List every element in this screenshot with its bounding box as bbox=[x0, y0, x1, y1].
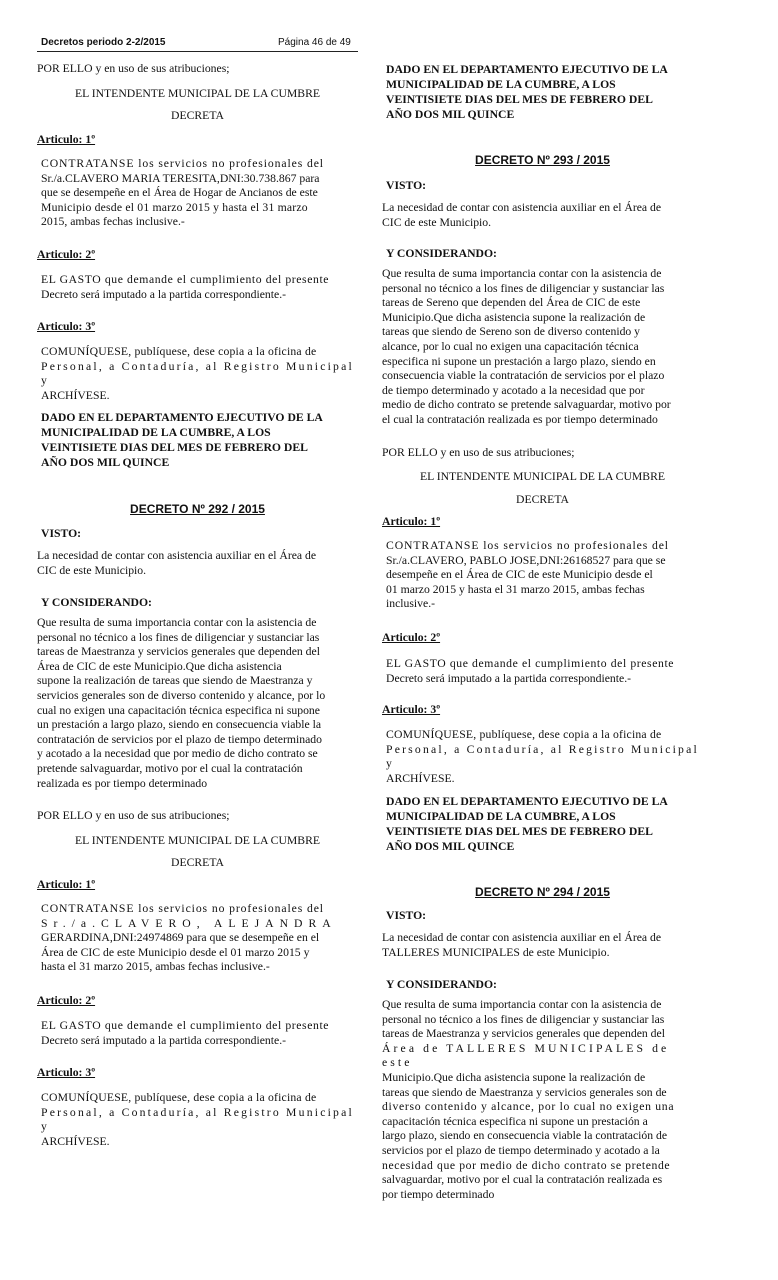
article-3-heading: Articulo: 3º bbox=[37, 320, 96, 333]
header-title: Decretos periodo 2-2/2015 bbox=[41, 37, 166, 48]
considerando-text-right: Que resulta de suma importancia contar con la asistencia de personal no técnico a los fines de diligenciar y sustanciar las tareas de Sereno que dependen del Área de CIC de este Municipio.Que dicha asistencia supone la realización de tareas que siendo de Sereno son de diverso contenido y alcance, por lo cual no exigen una capacitación técnica especifica ni supone un prestación a largo plazo, siendo en consecuencia viable la contratación de servicios por el plazo de tiempo determinado y acotado a la necesidad que por medio de dicho contrato se pretende salvaguardar, motivo por el cual la contratación realizada es por tiempo determinado bbox=[382, 267, 671, 426]
dado-block-right-2: DADO EN EL DEPARTAMENTO EJECUTIVO DE LA MUNICIPALIDAD DE LA CUMBRE, A LOS VEINTISIETE DIAS DEL MES DE FEBRERO DEL AÑO DOS MIL QUINCE bbox=[386, 795, 668, 853]
dado-block: DADO EN EL DEPARTAMENTO EJECUTIVO DE LA MUNICIPALIDAD DE LA CUMBRE, A LOS VEINTISIETE DIAS DEL MES DE FEBRERO DEL AÑO DOS MIL QUINCE bbox=[41, 411, 323, 469]
considerando-label-right-2: Y CONSIDERANDO: bbox=[386, 978, 497, 991]
por-ello-line-right: POR ELLO y en uso de sus atribuciones; bbox=[382, 446, 575, 459]
article-3-text-right: COMUNÍQUESE, publíquese, dese copia a la oficina de Personal, a Contaduría, al Registro Municipal y ARCHÍVESE. bbox=[386, 728, 699, 785]
article-2-heading-right: Articulo: 2º bbox=[382, 631, 441, 644]
visto-text-right: La necesidad de contar con asistencia auxiliar en el Área de CIC de este Municipio. bbox=[382, 201, 662, 229]
visto-label: VISTO: bbox=[41, 527, 82, 540]
decree-293-title: DECRETO Nº 293 / 2015 bbox=[475, 153, 610, 167]
article-3-text: COMUNÍQUESE, publíquese, dese copia a la oficina de Personal, a Contaduría, al Registro Municipal y ARCHÍVESE. bbox=[41, 345, 354, 402]
visto-text: La necesidad de contar con asistencia auxiliar en el Área de CIC de este Municipio. bbox=[37, 549, 317, 577]
article-1-text: CONTRATANSE los servicios no profesionales del Sr./a.CLAVERO MARIA TERESITA,DNI:30.738.867 para que se desempeñe en el Área de Hogar de Ancianos de este Municipio desde el 01 marzo 2015 y hasta el 31 marzo 2015, ambas fechas inclusive.- bbox=[41, 157, 324, 229]
por-ello-line: POR ELLO y en uso de sus atribuciones; bbox=[37, 62, 230, 75]
article-2-text-2: EL GASTO que demande el cumplimiento del presente Decreto será imputado a la partida correspondiente.- bbox=[41, 1019, 330, 1047]
considerando-label-right: Y CONSIDERANDO: bbox=[386, 247, 497, 260]
article-1-text-right: CONTRATANSE los servicios no profesionales del Sr./a.CLAVERO, PABLO JOSE,DNI:26168527 para que se desempeñe en el Área de CIC de este Municipio desde el 01 marzo 2015 y hasta el 31 marzo 2015, ambas fechas inclusive.- bbox=[386, 539, 669, 611]
considerando-text: Que resulta de suma importancia contar con la asistencia de personal no técnico a los fines de diligenciar y sustanciar las tareas de Maestranza y servicios generales que dependen del Área de CIC de este Municipio.Que dicha asistencia supone la realización de tareas que siendo de Maestranza y servicios generales son de diverso contenido y alcance, por lo cual no exigen una capacitación técnica especifica ni supone un prestación a largo plazo, siendo en consecuencia viable la contratación de servicios por el plazo de tiempo determinado y acotado a la necesidad que por medio de dicho contrato se pretende salvaguardar, motivo por el cual la contratación realizada es por tiempo determinado bbox=[37, 616, 326, 790]
right-column bbox=[382, 0, 703, 1280]
decree-292-title: DECRETO Nº 292 / 2015 bbox=[130, 502, 265, 516]
article-1-heading-right: Articulo: 1º bbox=[382, 515, 441, 528]
article-3-text-2: COMUNÍQUESE, publíquese, dese copia a la oficina de Personal, a Contaduría, al Registro Municipal y ARCHÍVESE. bbox=[41, 1091, 354, 1148]
intendente-line-2: EL INTENDENTE MUNICIPAL DE LA CUMBRE bbox=[74, 834, 321, 847]
page-number: Página 46 de 49 bbox=[278, 37, 351, 48]
decreta-line-right: DECRETA bbox=[516, 493, 569, 506]
article-3-heading-2: Articulo: 3º bbox=[37, 1066, 96, 1079]
intendente-line: EL INTENDENTE MUNICIPAL DE LA CUMBRE bbox=[74, 87, 321, 100]
article-2-heading: Articulo: 2º bbox=[37, 248, 96, 261]
dado-block-right: DADO EN EL DEPARTAMENTO EJECUTIVO DE LA MUNICIPALIDAD DE LA CUMBRE, A LOS VEINTISIETE DIAS DEL MES DE FEBRERO DEL AÑO DOS MIL QUINCE bbox=[386, 63, 668, 121]
left-column bbox=[37, 0, 358, 1280]
article-1-heading-2: Articulo: 1º bbox=[37, 878, 96, 891]
article-2-text: EL GASTO que demande el cumplimiento del presente Decreto será imputado a la partida correspondiente.- bbox=[41, 273, 330, 301]
visto-label-right-2: VISTO: bbox=[386, 909, 427, 922]
article-3-heading-right: Articulo: 3º bbox=[382, 703, 441, 716]
decreta-line-2: DECRETA bbox=[171, 856, 224, 869]
visto-text-right-2: La necesidad de contar con asistencia auxiliar en el Área de TALLERES MUNICIPALES de este Municipio. bbox=[382, 931, 662, 959]
article-1-text-2: CONTRATANSE los servicios no profesionales del Sr./a.CLAVERO, ALEJANDRA GERARDINA,DNI:24974869 para que se desempeñe en el Área de CIC de este Municipio desde el 01 marzo 2015 y hasta el 31 marzo 2015, ambas fechas inclusive.- bbox=[41, 902, 337, 974]
article-1-heading: Articulo: 1º bbox=[37, 133, 96, 146]
article-2-heading-2: Articulo: 2º bbox=[37, 994, 96, 1007]
por-ello-line-2: POR ELLO y en uso de sus atribuciones; bbox=[37, 809, 230, 822]
visto-label-right: VISTO: bbox=[386, 179, 427, 192]
considerando-label: Y CONSIDERANDO: bbox=[41, 596, 152, 609]
article-2-text-right: EL GASTO que demande el cumplimiento del presente Decreto será imputado a la partida correspondiente.- bbox=[386, 657, 675, 685]
considerando-text-right-2: Que resulta de suma importancia contar con la asistencia de personal no técnico a los fines de diligenciar y sustanciar las tareas de Maestranza y servicios generales que dependen del Área de TALLERES MUNICIPALES de este Municipio.Que dicha asistencia supone la realización de tareas que siendo de Maestranza y servicios generales son de diverso contenido y alcance, por lo cual no exigen una capacitación técnica especifica ni supone un prestación a largo plazo, siendo en consecuencia viable la contratación de servicios por el plazo de tiempo determinado y acotado a la necesidad que por medio de dicho contrato se pretende salvaguardar, motivo por el cual la contratación realizada es por tiempo determinado bbox=[382, 998, 675, 1201]
decree-294-title: DECRETO Nº 294 / 2015 bbox=[475, 885, 610, 899]
decreta-line: DECRETA bbox=[171, 109, 224, 122]
intendente-line-right: EL INTENDENTE MUNICIPAL DE LA CUMBRE bbox=[419, 470, 666, 483]
